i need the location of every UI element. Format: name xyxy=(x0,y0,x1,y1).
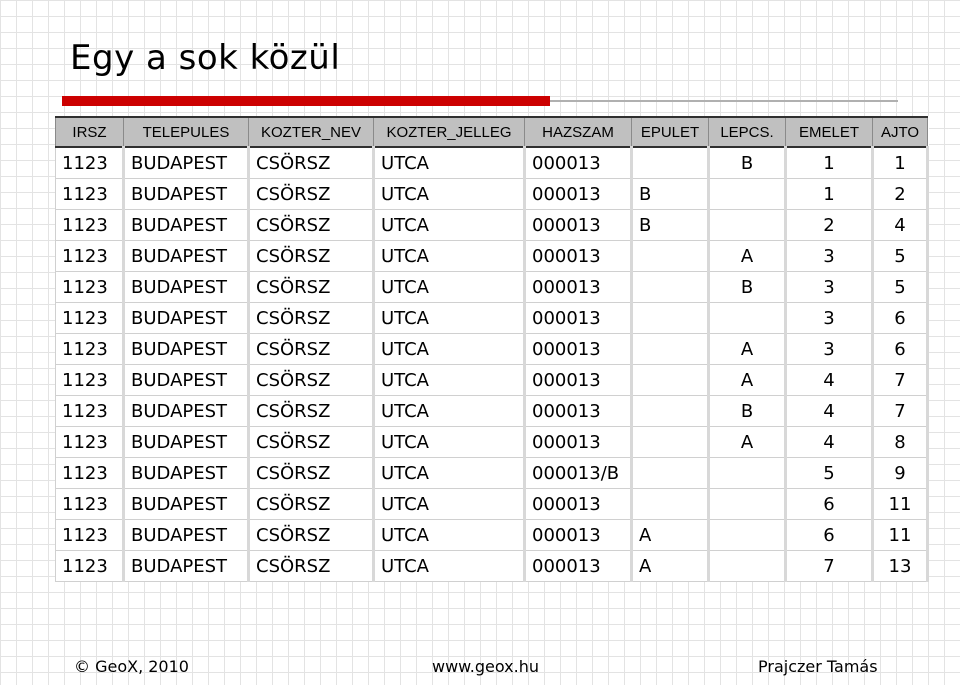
cell-hazszam: 000013 xyxy=(525,210,632,241)
cell-ajto: 4 xyxy=(873,210,928,241)
table-row xyxy=(56,520,928,551)
cell-ajto: 5 xyxy=(873,241,928,272)
cell-lepcs: A xyxy=(709,427,786,458)
cell-irsz: 1123 xyxy=(56,365,124,396)
address-table xyxy=(55,116,929,582)
cell-hazszam: 000013 xyxy=(525,303,632,334)
cell-hazszam: 000013 xyxy=(525,551,632,582)
cell-emelet: 6 xyxy=(786,489,873,520)
cell-ajto: 13 xyxy=(873,551,928,582)
cell-epulet: A xyxy=(632,551,709,582)
cell-emelet: 4 xyxy=(786,427,873,458)
cell-epulet xyxy=(632,303,709,334)
cell-kozter-jelleg: UTCA xyxy=(374,520,525,551)
cell-kozter-jelleg: UTCA xyxy=(374,147,525,179)
cell-lepcs xyxy=(709,551,786,582)
column-header-hazszam: HAZSZAM xyxy=(525,117,632,147)
cell-kozter-jelleg: UTCA xyxy=(374,396,525,427)
cell-telepules: BUDAPEST xyxy=(124,427,249,458)
cell-telepules: BUDAPEST xyxy=(124,147,249,179)
cell-emelet: 7 xyxy=(786,551,873,582)
table-row xyxy=(56,551,928,582)
cell-ajto: 6 xyxy=(873,303,928,334)
cell-emelet: 2 xyxy=(786,210,873,241)
footer-author: Prajczer Tamás xyxy=(758,657,878,676)
column-header-emelet: EMELET xyxy=(786,117,873,147)
cell-kozter-jelleg: UTCA xyxy=(374,210,525,241)
cell-kozter-nev: CSÖRSZ xyxy=(249,272,374,303)
cell-ajto: 9 xyxy=(873,458,928,489)
cell-hazszam: 000013 xyxy=(525,241,632,272)
slide-title: Egy a sok közül xyxy=(70,38,341,78)
cell-epulet xyxy=(632,396,709,427)
table-row xyxy=(56,179,928,210)
cell-ajto: 1 xyxy=(873,147,928,179)
table-row xyxy=(56,396,928,427)
column-header-epulet: EPULET xyxy=(632,117,709,147)
cell-irsz: 1123 xyxy=(56,489,124,520)
cell-kozter-nev: CSÖRSZ xyxy=(249,179,374,210)
cell-emelet: 4 xyxy=(786,396,873,427)
cell-epulet xyxy=(632,458,709,489)
cell-lepcs xyxy=(709,179,786,210)
cell-epulet: A xyxy=(632,520,709,551)
cell-telepules: BUDAPEST xyxy=(124,365,249,396)
cell-lepcs xyxy=(709,520,786,551)
cell-irsz: 1123 xyxy=(56,179,124,210)
column-header-kozter-jelleg: KOZTER_JELLEG xyxy=(374,117,525,147)
cell-lepcs: B xyxy=(709,147,786,179)
table-row xyxy=(56,272,928,303)
table-row xyxy=(56,303,928,334)
cell-telepules: BUDAPEST xyxy=(124,179,249,210)
footer-copyright: © GeoX, 2010 xyxy=(74,657,189,676)
column-header-telepules: TELEPULES xyxy=(124,117,249,147)
cell-lepcs: A xyxy=(709,241,786,272)
table-row xyxy=(56,147,928,179)
cell-emelet: 5 xyxy=(786,458,873,489)
cell-kozter-jelleg: UTCA xyxy=(374,551,525,582)
cell-telepules: BUDAPEST xyxy=(124,396,249,427)
cell-hazszam: 000013 xyxy=(525,396,632,427)
cell-hazszam: 000013 xyxy=(525,365,632,396)
cell-kozter-nev: CSÖRSZ xyxy=(249,396,374,427)
column-header-ajto: AJTO xyxy=(873,117,928,147)
footer-website: www.geox.hu xyxy=(432,657,540,676)
cell-emelet: 6 xyxy=(786,520,873,551)
cell-epulet: B xyxy=(632,210,709,241)
cell-lepcs: B xyxy=(709,396,786,427)
cell-kozter-nev: CSÖRSZ xyxy=(249,210,374,241)
cell-kozter-nev: CSÖRSZ xyxy=(249,241,374,272)
cell-telepules: BUDAPEST xyxy=(124,551,249,582)
cell-ajto: 2 xyxy=(873,179,928,210)
cell-lepcs xyxy=(709,210,786,241)
cell-kozter-nev: CSÖRSZ xyxy=(249,334,374,365)
cell-epulet xyxy=(632,147,709,179)
cell-kozter-nev: CSÖRSZ xyxy=(249,458,374,489)
column-header-irsz: IRSZ xyxy=(56,117,124,147)
table-row xyxy=(56,489,928,520)
cell-kozter-nev: CSÖRSZ xyxy=(249,147,374,179)
cell-epulet xyxy=(632,272,709,303)
cell-ajto: 11 xyxy=(873,489,928,520)
table-row xyxy=(56,334,928,365)
cell-telepules: BUDAPEST xyxy=(124,241,249,272)
cell-irsz: 1123 xyxy=(56,334,124,365)
cell-hazszam: 000013/B xyxy=(525,458,632,489)
cell-irsz: 1123 xyxy=(56,272,124,303)
title-divider-line xyxy=(550,100,898,102)
cell-epulet xyxy=(632,334,709,365)
cell-emelet: 3 xyxy=(786,334,873,365)
cell-kozter-jelleg: UTCA xyxy=(374,458,525,489)
cell-emelet: 3 xyxy=(786,241,873,272)
cell-hazszam: 000013 xyxy=(525,179,632,210)
cell-telepules: BUDAPEST xyxy=(124,210,249,241)
cell-lepcs xyxy=(709,303,786,334)
cell-irsz: 1123 xyxy=(56,303,124,334)
cell-telepules: BUDAPEST xyxy=(124,303,249,334)
cell-kozter-nev: CSÖRSZ xyxy=(249,551,374,582)
cell-hazszam: 000013 xyxy=(525,334,632,365)
column-header-lepcs: LEPCS. xyxy=(709,117,786,147)
cell-lepcs xyxy=(709,458,786,489)
cell-telepules: BUDAPEST xyxy=(124,489,249,520)
cell-lepcs: A xyxy=(709,334,786,365)
cell-hazszam: 000013 xyxy=(525,272,632,303)
cell-irsz: 1123 xyxy=(56,551,124,582)
cell-emelet: 3 xyxy=(786,272,873,303)
cell-kozter-jelleg: UTCA xyxy=(374,365,525,396)
cell-ajto: 6 xyxy=(873,334,928,365)
cell-ajto: 7 xyxy=(873,396,928,427)
cell-ajto: 7 xyxy=(873,365,928,396)
cell-telepules: BUDAPEST xyxy=(124,458,249,489)
cell-kozter-nev: CSÖRSZ xyxy=(249,489,374,520)
cell-epulet xyxy=(632,241,709,272)
cell-epulet xyxy=(632,427,709,458)
cell-kozter-jelleg: UTCA xyxy=(374,427,525,458)
cell-irsz: 1123 xyxy=(56,147,124,179)
cell-irsz: 1123 xyxy=(56,458,124,489)
table-body xyxy=(56,147,928,582)
cell-kozter-nev: CSÖRSZ xyxy=(249,520,374,551)
cell-kozter-jelleg: UTCA xyxy=(374,272,525,303)
cell-kozter-nev: CSÖRSZ xyxy=(249,365,374,396)
cell-hazszam: 000013 xyxy=(525,427,632,458)
table-header xyxy=(56,117,928,147)
table-row xyxy=(56,427,928,458)
cell-kozter-nev: CSÖRSZ xyxy=(249,427,374,458)
cell-ajto: 5 xyxy=(873,272,928,303)
cell-kozter-jelleg: UTCA xyxy=(374,489,525,520)
table-row xyxy=(56,241,928,272)
cell-hazszam: 000013 xyxy=(525,147,632,179)
cell-kozter-nev: CSÖRSZ xyxy=(249,303,374,334)
table-header-row xyxy=(56,117,928,147)
cell-ajto: 11 xyxy=(873,520,928,551)
cell-lepcs: B xyxy=(709,272,786,303)
cell-hazszam: 000013 xyxy=(525,489,632,520)
table-row xyxy=(56,365,928,396)
table-row xyxy=(56,458,928,489)
cell-telepules: BUDAPEST xyxy=(124,272,249,303)
cell-emelet: 3 xyxy=(786,303,873,334)
cell-emelet: 1 xyxy=(786,147,873,179)
cell-emelet: 1 xyxy=(786,179,873,210)
cell-telepules: BUDAPEST xyxy=(124,334,249,365)
cell-hazszam: 000013 xyxy=(525,520,632,551)
cell-lepcs xyxy=(709,489,786,520)
cell-ajto: 8 xyxy=(873,427,928,458)
cell-emelet: 4 xyxy=(786,365,873,396)
cell-kozter-jelleg: UTCA xyxy=(374,303,525,334)
table-row xyxy=(56,210,928,241)
cell-irsz: 1123 xyxy=(56,396,124,427)
cell-telepules: BUDAPEST xyxy=(124,520,249,551)
cell-irsz: 1123 xyxy=(56,427,124,458)
cell-kozter-jelleg: UTCA xyxy=(374,241,525,272)
cell-epulet xyxy=(632,489,709,520)
column-header-kozter-nev: KOZTER_NEV xyxy=(249,117,374,147)
cell-epulet xyxy=(632,365,709,396)
cell-kozter-jelleg: UTCA xyxy=(374,334,525,365)
cell-irsz: 1123 xyxy=(56,520,124,551)
cell-epulet: B xyxy=(632,179,709,210)
cell-irsz: 1123 xyxy=(56,210,124,241)
title-accent-bar xyxy=(62,96,550,106)
cell-irsz: 1123 xyxy=(56,241,124,272)
cell-lepcs: A xyxy=(709,365,786,396)
cell-kozter-jelleg: UTCA xyxy=(374,179,525,210)
